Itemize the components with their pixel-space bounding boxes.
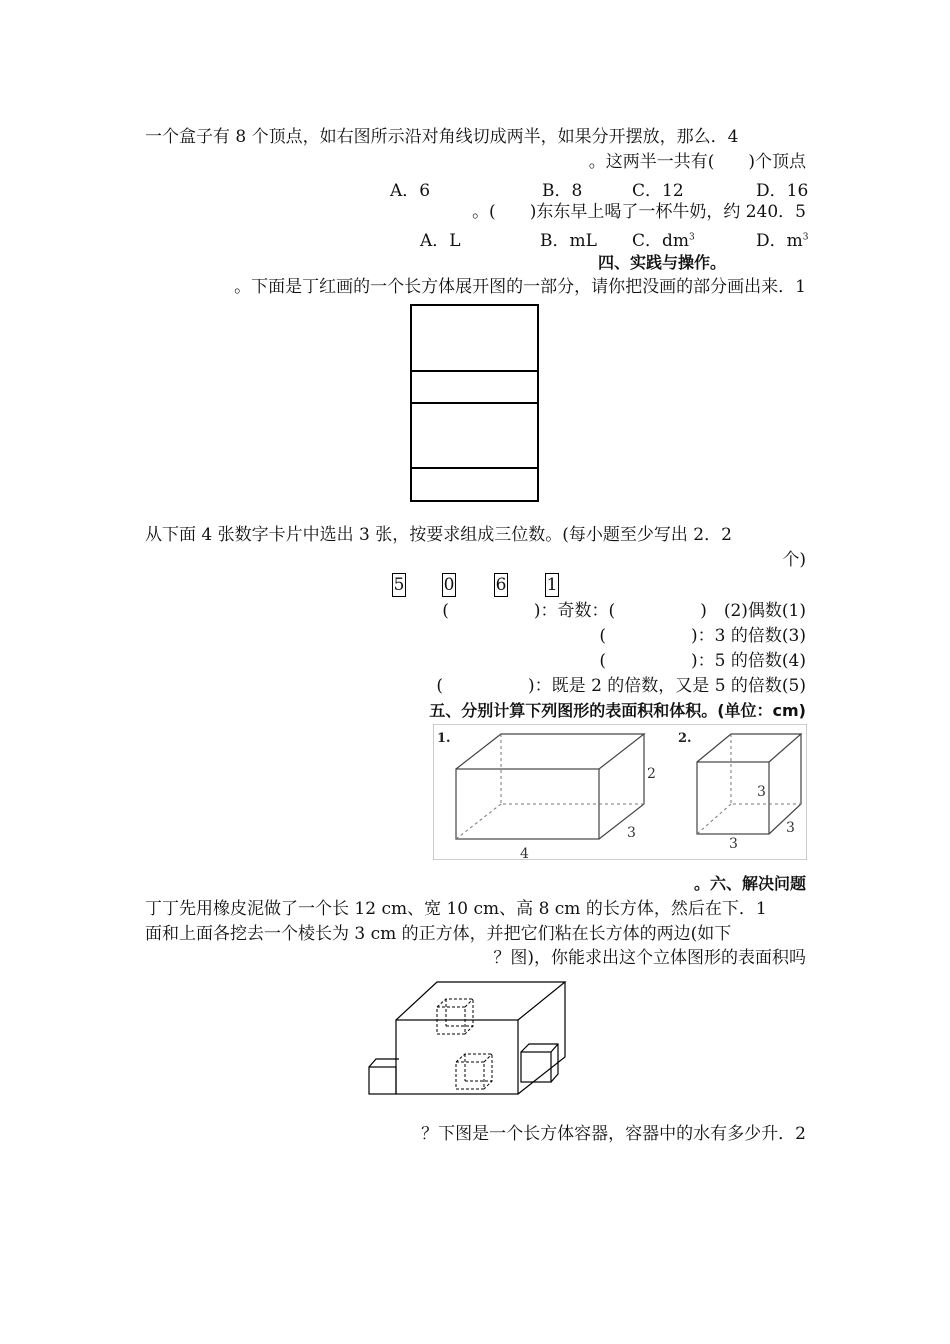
section6-q1-line1: 丁丁先用橡皮泥做了一个长 12 cm、宽 10 cm、高 8 cm 的长方体，然后在下．1 [145,899,767,919]
section4-q1: 。下面是丁红画的一个长方体展开图的一部分，请你把没画的部分画出来．1 [234,277,806,297]
section4-q2-line2: 个) [782,550,806,570]
digit-card: 0 [443,575,455,595]
section4-title: 四、实践与操作。 [598,253,727,272]
fig1-height: 2 [647,766,656,782]
q4-line1: 一个盒子有 8 个顶点，如右图所示沿对角线切成两半，如果分开摆放，那么．4 [145,127,739,147]
q4-option-c: C．12 [632,181,684,201]
q4-option-a: A．6 [390,181,431,201]
fig2-label: 2. [678,731,692,746]
fig2-width: 3 [786,820,795,836]
q4-line2: 。这两半一共有( )个顶点 [588,152,806,172]
q2-item-1-2: ( )：奇数：( ) (2)偶数(1) [442,601,806,621]
digit-card: 6 [495,575,507,595]
fig1-length: 4 [520,846,529,862]
section6-q1-line2: 面和上面各挖去一个棱长为 3 cm 的正方体，并把它们粘在长方体的两边(如下 [145,924,732,944]
section6-title: 。六、解决问题 [693,874,806,893]
q5-option-d: D．$m^3$ [756,231,809,251]
q5-option-c: C．$dm^3$ [632,231,695,251]
digit-card: 1 [546,575,558,595]
section6-q2: ？下图是一个长方体容器，容器中的水有多少升．2 [421,1124,806,1144]
section4-q2-line1: 从下面 4 张数字卡片中选出 3 张，按要求组成三位数。(每小题至少写出 2．2 [145,525,732,545]
section5-title: 五、分别计算下列图形的表面积和体积。(单位：cm) [429,701,806,720]
cuboid-figures [433,724,808,862]
fig2-height: 3 [757,784,766,800]
net-diagram [408,302,542,504]
q5-option-b: B．mL [540,231,597,251]
q2-item-5: ( )：既是 2 的倍数，又是 5 的倍数(5) [436,676,806,696]
fig1-width: 3 [627,825,636,841]
q5-option-a: A．L [420,231,461,251]
q2-item-4: ( )：5 的倍数(4) [599,651,806,671]
digit-card: 5 [393,575,405,595]
fig2-length: 3 [729,836,738,852]
fig1-label: 1. [437,731,451,746]
q4-option-b: B．8 [542,181,583,201]
q5-line1: 。( )东东早上喝了一杯牛奶，约 240．5 [472,202,806,222]
section6-q1-line3: ？图)，你能求出这个立体图形的表面积吗 [493,948,806,968]
q4-option-d: D．16 [756,181,809,201]
solid-figure [366,977,576,1097]
q2-item-3: ( )：3 的倍数(3) [599,626,806,646]
